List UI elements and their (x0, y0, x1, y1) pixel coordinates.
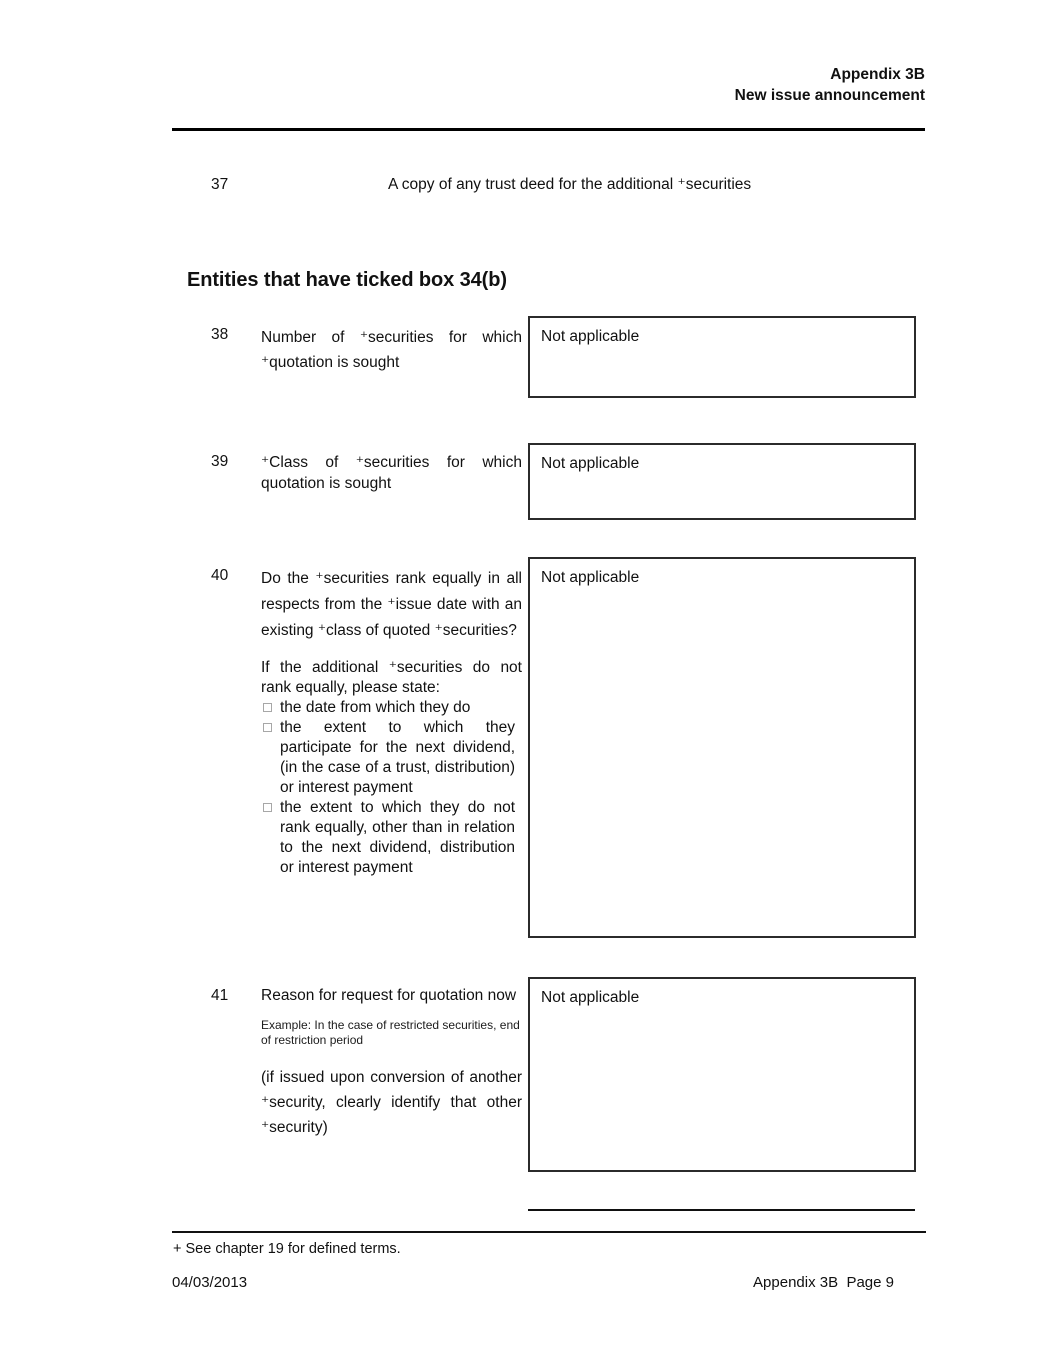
item-39-answer-box (528, 443, 916, 520)
item-41-answer-box (528, 977, 916, 1172)
item-38-row (211, 316, 1055, 398)
item-40-row (211, 557, 1055, 938)
header-title: Appendix 3B (830, 66, 925, 83)
item-37-row (211, 175, 1055, 195)
item-40-bullet-3-text: the extent to which they do not rank equally, other than in relation to the next dividend, distribution or interest payment (280, 799, 515, 876)
document-header (172, 64, 925, 106)
bullet-square-icon (263, 703, 272, 712)
header-subtitle: New issue announcement (734, 87, 925, 104)
page-footer (172, 1273, 926, 1293)
item-38-answer-box (528, 316, 916, 398)
item-41-number: 41 (211, 987, 229, 1004)
item-41-row (211, 977, 1055, 1172)
item-40-answer-box (528, 557, 916, 938)
item-39-number: 39 (211, 453, 229, 470)
item-40-bullet-2 (261, 718, 522, 798)
item-37-text: A copy of any trust deed for the additional ⁺securities (388, 176, 752, 193)
item-41-note: (if issued upon conversion of another ⁺security, clearly identify that other ⁺security) (261, 1069, 522, 1136)
item-40-condition: If the additional ⁺securities do not rank equally, please state: (261, 659, 522, 696)
bullet-square-icon (263, 803, 272, 812)
item-40-bullet-3 (261, 798, 522, 878)
item-40-bullet-1-text: the date from which they do (280, 699, 471, 716)
item-38-label: Number of ⁺securities for which ⁺quotation is sought (261, 329, 522, 371)
item-37-number: 37 (211, 176, 229, 193)
item-38-number: 38 (211, 326, 229, 343)
item-40-number: 40 (211, 567, 229, 584)
bullet-square-icon (263, 723, 272, 732)
item-41-label (261, 977, 522, 1140)
footnote-text: + See chapter 19 for defined terms. (173, 1241, 401, 1257)
item-38-answer-text: Not applicable (541, 328, 640, 345)
section-heading: Entities that have ticked box 34(b) (187, 269, 507, 291)
item-39-answer-text: Not applicable (541, 455, 640, 472)
item-41-question: Reason for request for quotation now (261, 987, 517, 1004)
item-40-question: Do the ⁺securities rank equally in all respects from the ⁺issue date with an existing ⁺class of quoted ⁺securities? (261, 570, 522, 639)
header-rule (172, 128, 925, 131)
item-40-label (261, 557, 522, 878)
item-41-example: Example: In the case of restricted securities, end of restriction period (261, 1018, 520, 1047)
footnote-rule (172, 1231, 926, 1233)
item-39-label: ⁺Class of ⁺securities for which quotation is sought (261, 454, 522, 492)
item-39-row (211, 443, 1055, 520)
footer-page-label: Appendix 3B Page 9 (753, 1274, 894, 1291)
item-41-answer-text: Not applicable (541, 989, 640, 1006)
item-40-bullet-1 (261, 698, 522, 718)
footer-date: 04/03/2013 (172, 1274, 248, 1291)
item-40-answer-text: Not applicable (541, 569, 640, 586)
answer-underline (528, 1209, 915, 1211)
item-40-bullet-2-text: the extent to which they participate for the next dividend, (in the case of a trust, distribution) or interest payment (280, 719, 515, 796)
